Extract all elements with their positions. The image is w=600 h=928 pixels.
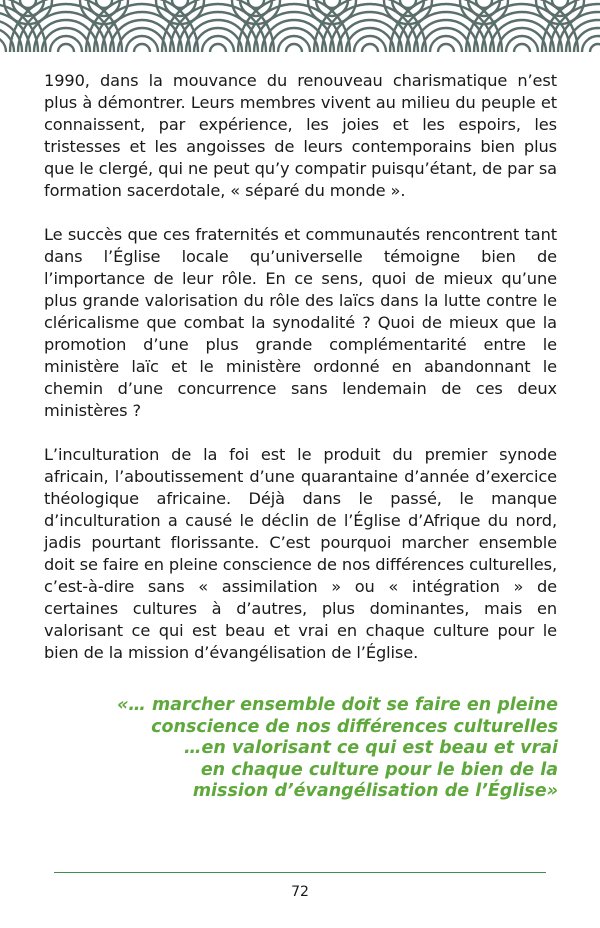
pull-quote-line: …en valorisant ce qui est beau et vrai [183, 738, 558, 758]
header-arc [362, 44, 378, 52]
header-arc [400, 0, 416, 8]
paragraph-3: L’inculturation de la foi est le produit du premier synode africain, l’aboutissement d’une quarantaine d’année d’exercice théologique africaine. Déjà dans le passé, le manque d’inculturation a causé le déclin de l’Église d’Afrique du nord, jadis pourtant florissante. C’est pourquoi marcher ensemble doit se faire en pleine conscience de nos différences culturelles, c’est-à-dire sans « assimilation » ou « intégration » de certaines cultures à d’autres, plus dominantes, mais en valorisant ce qui est beau et vrai en chaque culture pour le bien de la mission d’évangélisation de l’Église. [44, 445, 557, 662]
header-arc [552, 0, 568, 8]
paragraph-2: Le succès que ces fraternités et communautés rencontrent tant dans l’Église locale qu’universelle témoigne bien de l’importance de leur rôle. En ce sens, quoi de mieux qu’une plus grande valorisation du rôle des laïcs dans la lutte contre le cléricalisme que combat la synodalité ? Quoi de mieux que la promotion d’une plus grande complémentarité entre le ministère laïc et le ministère ordonné en abandonnant le chemin d’une concurrence sans lendemain de ces deux ministères ? [44, 225, 557, 420]
header-arc [438, 44, 454, 52]
pull-quote-line: mission d’évangélisation de l’Église» [192, 781, 558, 801]
header-arc [20, 0, 36, 8]
header-arc [96, 0, 112, 8]
page-body [44, 70, 557, 686]
header-arc [590, 44, 600, 52]
header-arc [476, 0, 492, 8]
page-number: 72 [291, 884, 309, 900]
header-arc [248, 0, 264, 8]
header-arc [210, 44, 226, 52]
header-arc [134, 44, 150, 52]
pull-quote-line: «… marcher ensemble doit se faire en pleine [117, 695, 558, 715]
header-arc [514, 44, 530, 52]
pull-quote-line: en chaque culture pour le bien de la [200, 759, 558, 780]
header-arc [286, 44, 302, 52]
header-arc [172, 0, 188, 8]
pull-quote-line: conscience de nos différences culturelles [151, 716, 558, 737]
header-arc [0, 36, 6, 52]
paragraph-1: 1990, dans la mouvance du renouveau charismatique n’est plus à démontrer. Leurs membres vivent au milieu du peuple et connaissent, par expérience, les joies et les espoirs, les tristesses et les angoisses de leurs contemporains bien plus que le clergé, qui ne peut qu’y compatir puisqu’étant, de par sa formation sacerdotale, « séparé du monde ». [44, 71, 557, 200]
header-arc [58, 44, 74, 52]
header-arc-pattern [0, 0, 600, 52]
footer-rule [54, 872, 546, 873]
header-arc [324, 0, 340, 8]
pull-quote [96, 695, 558, 803]
